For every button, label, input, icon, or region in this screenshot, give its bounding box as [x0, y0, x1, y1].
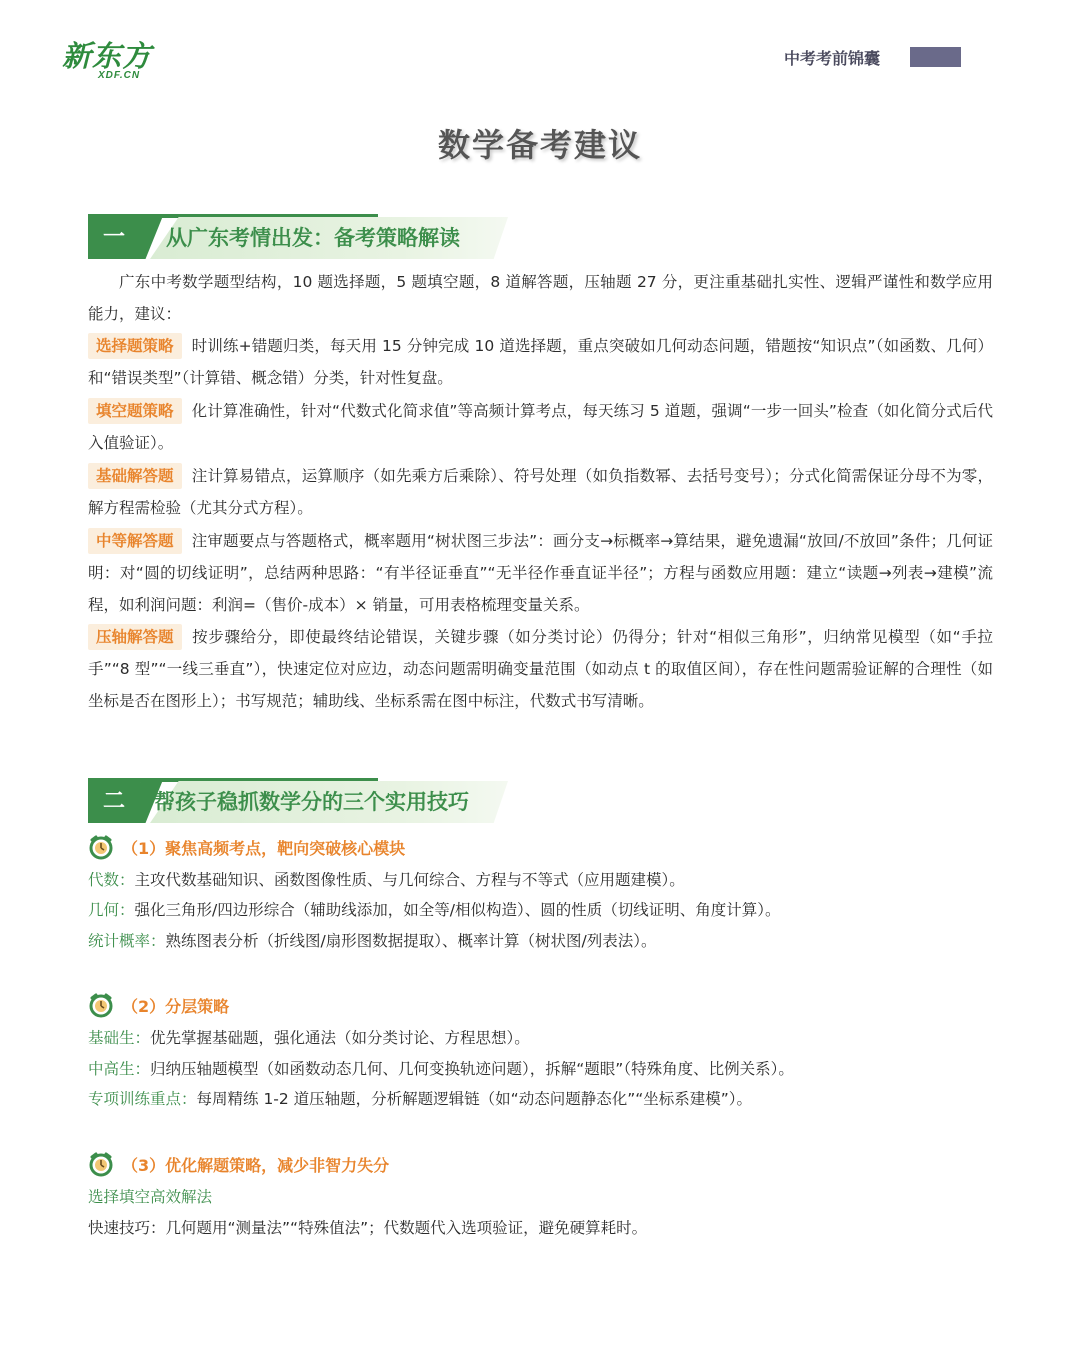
tip-lead: 中高生：	[88, 1060, 151, 1078]
tip-lead: 统计概率：	[88, 932, 166, 950]
logo-text: 新东方	[62, 39, 153, 73]
subsection-heading	[88, 832, 405, 862]
strategy-tag: 压轴解答题	[88, 624, 182, 650]
section-title: 从广东考情出发：备考策略解读	[166, 226, 460, 250]
strategy-text: 时训练+错题归类，每天用 15 分钟完成 10 道选择题，重点突破如几何动态问题，错题按“知识点”（如函数、几何）和“错误类型”（计算错、概念错）分类，针对性复盘。	[88, 337, 993, 387]
strategy-tag: 中等解答题	[88, 528, 182, 554]
tip-line	[88, 1182, 1008, 1212]
subsection-heading-text: （1）聚焦高频考点，靶向突破核心模块	[122, 838, 406, 858]
tip-line	[88, 926, 1008, 956]
section-number: 一	[88, 217, 140, 259]
section-title: 帮孩子稳抓数学分的三个实用技巧	[154, 790, 469, 814]
subsection-heading-text: （3）优化解题策略，减少非智力失分	[122, 1155, 390, 1175]
logo-subtext: XDF.CN	[98, 70, 141, 81]
subsection-heading	[88, 1149, 389, 1179]
tip-lead: 基础生：	[88, 1029, 151, 1047]
header-label-wrap	[784, 46, 880, 69]
alarm-clock-icon	[88, 992, 114, 1018]
strategy-tag: 填空题策略	[88, 398, 182, 424]
tip-text: 快速技巧：几何题用“测量法”“特殊值法”；代数题代入选项验证，避免硬算耗时。	[88, 1219, 648, 1237]
strategy-item	[88, 330, 993, 394]
tip-lead: 代数：	[88, 871, 135, 889]
strategy-text: 按步骤给分，即使最终结论错误，关键步骤（如分类讨论）仍得分；针对“相似三角形”，归纳常见模型（如“手拉手”“8 型”“一线三垂直”），快速定位对应边，动态问题需明确变量范围（如动点 t 的取值区间），存在性问题需验证解的合理性（如坐标是否在图形上）；书写规范；辅助线、坐标系需在图中标注，代数式书写清晰。	[88, 628, 994, 710]
tip-text: 强化三角形/四边形综合（辅助线添加，如全等/相似构造）、圆的性质（切线证明、角度计算）。	[134, 901, 781, 919]
section-1-banner	[88, 214, 513, 262]
section-number: 二	[88, 781, 140, 823]
xdf-logo	[62, 40, 172, 86]
alarm-clock-icon	[88, 1151, 114, 1177]
strategy-tag: 选择题策略	[88, 333, 182, 359]
tip-line	[88, 1084, 1008, 1114]
header-decor-bar	[910, 47, 961, 67]
alarm-clock-icon	[88, 834, 114, 860]
strategy-item	[88, 395, 993, 459]
section-2-banner	[88, 778, 513, 826]
strategy-text: 注审题要点与答题格式，概率题用“树状图三步法”：画分支→标概率→算结果，避免遗漏“放回/不放回”条件；几何证明：对“圆的切线证明”，总结两种思路：“有半径证垂直”“无半径作垂直证半径”；方程与函数应用题：建立“读题→列表→建模”流程，如利润问题：利润=（售价-成本）× 销量，可用表格梳理变量关系。	[88, 532, 993, 614]
strategy-text: 化计算准确性，针对“代数式化简求值”等高频计算考点，每天练习 5 道题，强调“一步一回头”检查（如化简分式后代入值验证）。	[88, 402, 993, 452]
tip-lead: 专项训练重点：	[88, 1090, 197, 1108]
strategy-tag: 基础解答题	[88, 463, 182, 489]
tip-line	[88, 1023, 1008, 1053]
tip-text: 归纳压轴题模型（如函数动态几何、几何变换轨迹问题），拆解“题眼”（特殊角度、比例关系）。	[150, 1060, 794, 1078]
tip-line	[88, 1054, 1008, 1084]
tip-line	[88, 1213, 1008, 1243]
tip-text: 主攻代数基础知识、函数图像性质、与几何综合、方程与不等式（应用题建模）。	[134, 871, 685, 889]
tip-text: 每周精练 1-2 道压轴题，分析解题逻辑链（如“动态问题静态化”“坐标系建模”）。	[196, 1090, 753, 1108]
tip-lead: 几何：	[88, 901, 135, 919]
page-title: 数学备考建议	[437, 126, 642, 164]
strategy-item	[88, 621, 993, 717]
tip-text: 熟练图表分析（折线图/扇形图数据提取）、概率计算（树状图/列表法）。	[165, 932, 657, 950]
section-1-intro	[88, 266, 993, 330]
strategy-item	[88, 525, 993, 621]
tip-line	[88, 895, 1008, 925]
subsection-heading-text: （2）分层策略	[122, 996, 230, 1016]
tip-line	[88, 865, 1008, 895]
header-label: 中考考前锦囊	[784, 49, 881, 68]
intro-text: 广东中考数学题型结构，10 题选择题，5 题填空题，8 道解答题，压轴题 27 分，更注重基础扎实性、逻辑严谨性和数学应用能力，建议：	[88, 273, 993, 323]
strategy-item	[88, 460, 993, 524]
tip-text: 优先掌握基础题，强化通法（如分类讨论、方程思想）。	[150, 1029, 530, 1047]
strategy-text: 注计算易错点，运算顺序（如先乘方后乘除）、符号处理（如负指数幂、去括号变号）；分式化简需保证分母不为零，解方程需检验（尤其分式方程）。	[88, 467, 993, 517]
tip-lead: 选择填空高效解法	[88, 1188, 213, 1206]
subsection-heading	[88, 990, 229, 1020]
